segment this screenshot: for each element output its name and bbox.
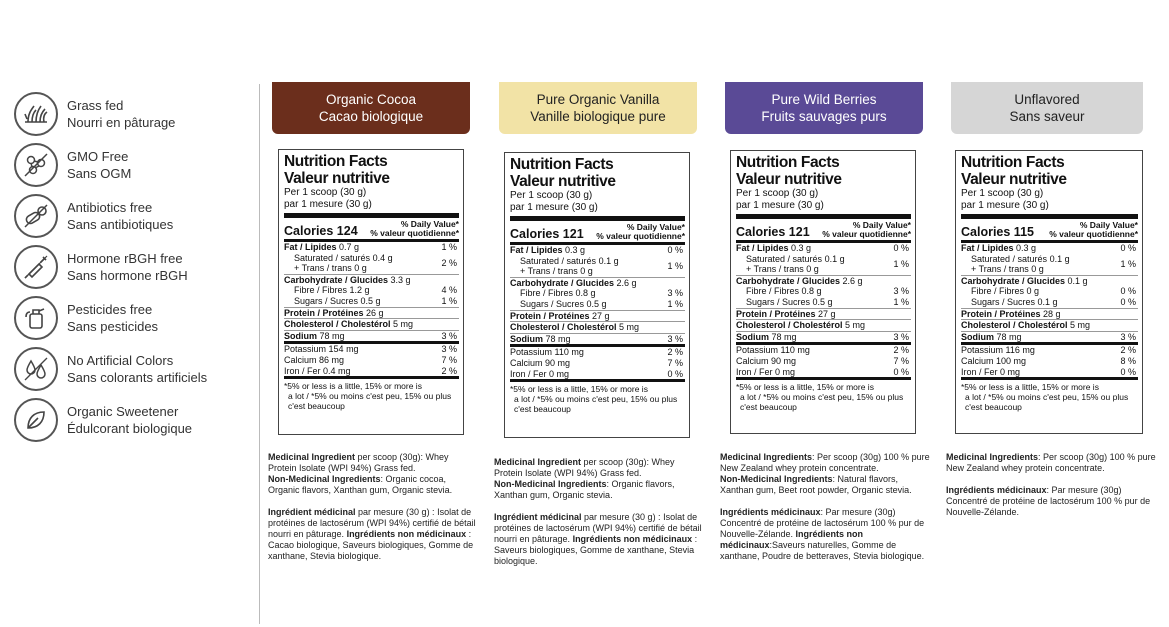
nf-title-fr: Valeur nutritive bbox=[510, 173, 616, 190]
legend-item-gmo-free bbox=[14, 139, 254, 190]
flavor-name-fr: Sans saveur bbox=[1009, 109, 1085, 124]
ingredients-fr: Ingrédients médicinaux: Par mesure (30g) Concentré de protéine de lactosérum 100 % pur de Nouvelle-Zélande. Ingrédients non médicinaux:Saveurs naturelles, Gomme de xanthane, Poudre de betteraves, Stevia biologique. bbox=[720, 507, 925, 561]
legend-label-fr: Édulcorant biologique bbox=[67, 420, 193, 436]
legend-item-pesticides-free bbox=[14, 292, 254, 343]
calories: Calories 115 bbox=[961, 225, 1034, 239]
nutrient-row-fibre: Fibre / Fibres 0 g 0 % bbox=[971, 286, 1136, 297]
legend-item-hormone-free bbox=[14, 241, 254, 292]
product-column-4 bbox=[951, 82, 1143, 134]
flavor-name-en: Organic Cocoa bbox=[325, 92, 417, 107]
nutrient-row-carbohydrate: Carbohydrate / Glucides 2.6 g bbox=[736, 275, 863, 286]
nutrient-row-calcium: Calcium 100 mg 8 % bbox=[961, 355, 1136, 366]
nutrient-row-protein: Protein / Protéines 28 g bbox=[961, 309, 1138, 321]
product-column-2 bbox=[499, 82, 697, 134]
nutrient-row-carbohydrate: Carbohydrate / Glucides 2.6 g bbox=[510, 277, 637, 288]
daily-value-footnote: *5% or less is a little, 15% or more is a lot / *5% ou moins c'est peu, 15% ou plus c'est beaucoup bbox=[961, 382, 1129, 413]
calories-row bbox=[736, 219, 911, 240]
nutrient-row-sugars: Sugars / Sucres 0.5 g 1 % bbox=[736, 297, 911, 309]
nutrient-row-fibre: Fibre / Fibres 0.8 g 3 % bbox=[746, 286, 909, 297]
flavor-name-fr: Fruits sauvages purs bbox=[761, 109, 887, 124]
daily-value-footnote: *5% or less is a little, 15% or more is a lot / *5% ou moins c'est peu, 15% ou plus c'est beaucoup bbox=[284, 381, 452, 412]
nutrient-row-iron: Iron / Fer 0 mg 0 % bbox=[736, 366, 909, 377]
serving-size-fr: par 1 mesure (30 g) bbox=[510, 201, 598, 213]
nutrient-row-calcium: Calcium 86 mg 7 % bbox=[284, 354, 457, 365]
nutrient-row-sodium: Sodium 78 mg 3 % bbox=[510, 333, 683, 344]
legend-label-en: Organic Sweetener bbox=[67, 403, 179, 419]
calories-row bbox=[510, 221, 685, 242]
serving-size-en: Per 1 scoop (30 g) bbox=[284, 187, 367, 198]
legend-label-fr: Sans antibiotiques bbox=[67, 216, 174, 232]
nutrition-facts-panel bbox=[504, 152, 690, 438]
nutrient-row-saturated-trans: Saturated / saturés 0.4 g + Trans / trans 0 g 2 % bbox=[284, 253, 459, 275]
nutrient-row-potassium: Potassium 110 mg 2 % bbox=[736, 345, 909, 356]
flavor-header bbox=[499, 82, 697, 134]
ingredients-en: Medicinal Ingredients: Per scoop (30g) 100 % pure New Zealand whey protein concentrate. Non-Medicinal Ingredients: Natural flavors, Xanthan gum, Beet root powder, Organic stevia. bbox=[720, 452, 930, 495]
legend-item-grass-fed bbox=[14, 88, 254, 139]
daily-value-header: % Daily Value* % valeur quotidienne* bbox=[822, 220, 911, 239]
ingredients-fr: Ingrédients médicinaux: Par mesure (30g) Concentré de protéine de lactosérum 100 % pur de Nouvelle-Zélande. bbox=[946, 485, 1151, 517]
calories-row bbox=[961, 219, 1138, 240]
serving-size-fr: par 1 mesure (30 g) bbox=[961, 199, 1049, 211]
nutrient-row-fibre: Fibre / Fibres 1.2 g 4 % bbox=[294, 285, 457, 296]
legend-item-antibiotics-free bbox=[14, 190, 254, 241]
nutrient-row-fat: Fat / Lipides 0.7 g 1 % bbox=[284, 242, 457, 252]
nutrient-row-saturated-trans: Saturated / saturés 0.1 g + Trans / trans 0 g 1 % bbox=[961, 254, 1138, 276]
flavor-header bbox=[272, 82, 470, 134]
legend-label-fr: Nourri en pâturage bbox=[67, 114, 176, 130]
flavor-name-fr: Vanille biologique pure bbox=[530, 109, 666, 124]
nutrient-row-calcium: Calcium 90 mg 7 % bbox=[510, 357, 683, 368]
nutrient-row-protein: Protein / Protéines 27 g bbox=[736, 309, 911, 321]
ingredients-fr: Ingrédient médicinal par mesure (30 g) : Isolat de protéines de lactosérum (WPI 94%) certifié de bétail nourri en pâturage. Ingrédients non médicinaux : Cacao biologique, Saveurs biologiques, Gomme de xanthane, Stevia biologique. bbox=[268, 507, 476, 561]
nutrient-row-cholesterol: Cholesterol / Cholestérol 5 mg bbox=[736, 320, 911, 332]
nutrient-row-protein: Protein / Protéines 27 g bbox=[510, 311, 685, 323]
legend-label-en: No Artificial Colors bbox=[67, 352, 174, 368]
feature-legend bbox=[14, 88, 254, 445]
syringe-icon bbox=[14, 245, 58, 289]
serving-size-en: Per 1 scoop (30 g) bbox=[961, 188, 1044, 199]
flavor-name-en: Pure Organic Vanilla bbox=[536, 92, 660, 107]
serving-size-fr: par 1 mesure (30 g) bbox=[736, 199, 824, 211]
nutrient-row-potassium: Potassium 110 mg 2 % bbox=[510, 347, 683, 358]
calories: Calories 124 bbox=[284, 224, 358, 238]
nf-title-en: Nutrition Facts bbox=[736, 154, 840, 171]
nf-title-fr: Valeur nutritive bbox=[736, 171, 842, 188]
ingredients-block bbox=[720, 452, 930, 573]
nutrient-row-sugars: Sugars / Sucres 0.5 g 1 % bbox=[510, 299, 685, 311]
flavor-name-fr: Cacao biologique bbox=[318, 109, 424, 124]
nutrition-facts-panel bbox=[955, 150, 1143, 434]
ingredients-block bbox=[946, 452, 1156, 529]
nutrient-row-iron: Iron / Fer 0 mg 0 % bbox=[510, 368, 683, 379]
product-column-1 bbox=[272, 82, 470, 134]
legend-item-no-artificial-colors bbox=[14, 343, 254, 394]
divider bbox=[259, 84, 260, 624]
nutrient-row-calcium: Calcium 90 mg 7 % bbox=[736, 355, 909, 366]
nf-title-fr: Valeur nutritive bbox=[961, 171, 1067, 188]
legend-label-fr: Sans colorants artificiels bbox=[67, 369, 208, 385]
nutrient-row-fibre: Fibre / Fibres 0.8 g 3 % bbox=[520, 288, 683, 299]
legend-label-en: Antibiotics free bbox=[67, 199, 153, 215]
ingredients-block bbox=[268, 452, 478, 573]
nutrient-row-cholesterol: Cholesterol / Cholestérol 5 mg bbox=[961, 320, 1138, 332]
nutrient-row-saturated-trans: Saturated / saturés 0.1 g + Trans / trans 0 g 1 % bbox=[736, 254, 911, 276]
nutrient-row-fat: Fat / Lipides 0.3 g 0 % bbox=[961, 243, 1136, 253]
nutrition-facts-panel bbox=[730, 150, 916, 434]
daily-value-header: % Daily Value* % valeur quotidienne* bbox=[1049, 220, 1138, 239]
nutrition-facts-panel bbox=[278, 149, 464, 435]
serving-size-fr: par 1 mesure (30 g) bbox=[284, 198, 372, 210]
leaf-icon bbox=[14, 398, 58, 442]
legend-label-fr: Sans OGM bbox=[67, 165, 132, 181]
nf-title-en: Nutrition Facts bbox=[510, 156, 614, 173]
daily-value-footnote: *5% or less is a little, 15% or more is a lot / *5% ou moins c'est peu, 15% ou plus c'est beaucoup bbox=[510, 384, 678, 415]
spray-icon bbox=[14, 296, 58, 340]
ingredients-en: Medicinal Ingredient per scoop (30g): Whey Protein Isolate (WPI 94%) Grass fed. Non-Medicinal Ingredients: Organic flavors, Xanthan gum, Organic stevia. bbox=[494, 457, 675, 500]
nutrient-row-fat: Fat / Lipides 0.3 g 0 % bbox=[736, 243, 909, 253]
nutrient-row-sugars: Sugars / Sucres 0.1 g 0 % bbox=[961, 297, 1138, 309]
dna-icon bbox=[14, 143, 58, 187]
nutrient-row-cholesterol: Cholesterol / Cholestérol 5 mg bbox=[284, 319, 459, 331]
nutrient-row-sodium: Sodium 78 mg 3 % bbox=[284, 330, 457, 341]
daily-value-header: % Daily Value* % valeur quotidienne* bbox=[370, 219, 459, 238]
nutrient-row-potassium: Potassium 154 mg 3 % bbox=[284, 344, 457, 355]
calories: Calories 121 bbox=[736, 225, 810, 239]
nutrient-row-potassium: Potassium 116 mg 2 % bbox=[961, 345, 1136, 356]
ingredients-en: Medicinal Ingredients: Per scoop (30g) 100 % pure New Zealand whey protein concentrate. bbox=[946, 452, 1156, 473]
nutrient-row-iron: Iron / Fer 0 mg 0 % bbox=[961, 366, 1136, 377]
legend-item-organic-sweetener bbox=[14, 394, 254, 445]
nf-title-en: Nutrition Facts bbox=[961, 154, 1065, 171]
nutrient-row-fat: Fat / Lipides 0.3 g 0 % bbox=[510, 245, 683, 255]
serving-size-en: Per 1 scoop (30 g) bbox=[510, 190, 593, 201]
legend-label-en: Grass fed bbox=[67, 97, 124, 113]
nutrient-row-cholesterol: Cholesterol / Cholestérol 5 mg bbox=[510, 322, 685, 334]
nutrient-row-protein: Protein / Protéines 26 g bbox=[284, 308, 459, 320]
nutrient-row-carbohydrate: Carbohydrate / Glucides 0.1 g bbox=[961, 275, 1088, 286]
daily-value-footnote: *5% or less is a little, 15% or more is a lot / *5% ou moins c'est peu, 15% ou plus c'est beaucoup bbox=[736, 382, 904, 413]
nutrient-row-carbohydrate: Carbohydrate / Glucides 3.3 g bbox=[284, 274, 411, 285]
ingredients-fr: Ingrédient médicinal par mesure (30 g) : Isolat de protéines de lactosérum (WPI 94%) certifié de bétail nourri en pâturage. Ingrédients non médicinaux : Saveurs biologiques, Gomme de xanthane, Stevia biologique. bbox=[494, 512, 702, 566]
ingredients-en: Medicinal Ingredient per scoop (30g): Whey Protein Isolate (WPI 94%) Grass fed. Non-Medicinal Ingredients: Organic cocoa, Organic flavors, Xanthan gum, Organic stevia. bbox=[268, 452, 453, 495]
flavor-name-en: Pure Wild Berries bbox=[771, 92, 877, 107]
flavor-header bbox=[725, 82, 923, 134]
daily-value-header: % Daily Value* % valeur quotidienne* bbox=[596, 222, 685, 241]
nutrient-row-saturated-trans: Saturated / saturés 0.1 g + Trans / trans 0 g 1 % bbox=[510, 256, 685, 278]
calories: Calories 121 bbox=[510, 227, 584, 241]
nf-title-en: Nutrition Facts bbox=[284, 153, 388, 170]
nutrient-row-sugars: Sugars / Sucres 0.5 g 1 % bbox=[284, 296, 459, 308]
drops-icon bbox=[14, 347, 58, 391]
nutrient-row-sodium: Sodium 78 mg 3 % bbox=[736, 331, 909, 342]
legend-label-fr: Sans pesticides bbox=[67, 318, 159, 334]
flavor-header bbox=[951, 82, 1143, 134]
calories-row bbox=[284, 218, 459, 239]
flavor-name-en: Unflavored bbox=[1014, 92, 1080, 107]
pill-icon bbox=[14, 194, 58, 238]
serving-size-en: Per 1 scoop (30 g) bbox=[736, 188, 819, 199]
nf-title-fr: Valeur nutritive bbox=[284, 170, 390, 187]
ingredients-block bbox=[494, 457, 704, 578]
legend-label-en: Pesticides free bbox=[67, 301, 153, 317]
legend-label-fr: Sans hormone rBGH bbox=[67, 267, 188, 283]
nutrient-row-iron: Iron / Fer 0.4 mg 2 % bbox=[284, 365, 457, 376]
product-column-3 bbox=[725, 82, 923, 134]
legend-label-en: GMO Free bbox=[67, 148, 129, 164]
grass-icon bbox=[14, 92, 58, 136]
legend-label-en: Hormone rBGH free bbox=[67, 250, 183, 266]
nutrient-row-sodium: Sodium 78 mg 3 % bbox=[961, 331, 1136, 342]
